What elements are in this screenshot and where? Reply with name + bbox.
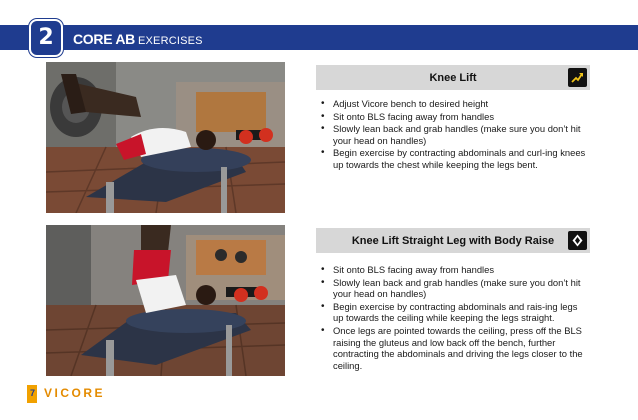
exercise-photo-straight-leg: [46, 225, 285, 376]
list-item: • Sit onto BLS facing away from handles: [320, 111, 586, 123]
exercise-title-bar: [316, 228, 590, 253]
trend-up-arrow-icon: [568, 68, 587, 87]
exercise-steps: [320, 98, 586, 172]
brand-logo: VICORE: [44, 386, 106, 400]
list-item: • Slowly lean back and grab handles (make sure you don’t hit your head on handles): [320, 123, 586, 146]
diamond-arrows-icon: [568, 231, 587, 250]
section-number: 2: [38, 25, 54, 50]
list-item: • Sit onto BLS facing away from handles: [320, 264, 586, 276]
exercise-title-bar: [316, 65, 590, 90]
section-badge: [29, 19, 63, 57]
page-title-light: EXERCISES: [137, 35, 203, 47]
exercise-photo-knee-lift: [46, 62, 285, 213]
page-title-strong: CORE AB: [73, 31, 135, 47]
page-title: [73, 31, 203, 47]
list-item: • Slowly lean back and grab handles (make sure you don’t hit your head on handles): [320, 277, 586, 300]
exercise-steps: [320, 264, 586, 372]
exercise-title: Knee Lift: [429, 71, 477, 84]
list-item: • Once legs are pointed towards the ceiling, press off the BLS raising the gluteus and low back off the bench, further contracting the abdominals and driving the legs closer to the ceiling.: [320, 325, 586, 371]
exercise-title: Knee Lift Straight Leg with Body Raise: [351, 234, 555, 247]
list-item: • Begin exercise by contracting abdominals and curl-ing knees up towards the chest while keeping the legs bent.: [320, 147, 586, 170]
list-item: • Adjust Vicore bench to desired height: [320, 98, 586, 110]
list-item: • Begin exercise by contracting abdominals and rais-ing legs up towards the ceiling while keeping the legs straight.: [320, 301, 586, 324]
page-number: 7: [30, 388, 36, 398]
